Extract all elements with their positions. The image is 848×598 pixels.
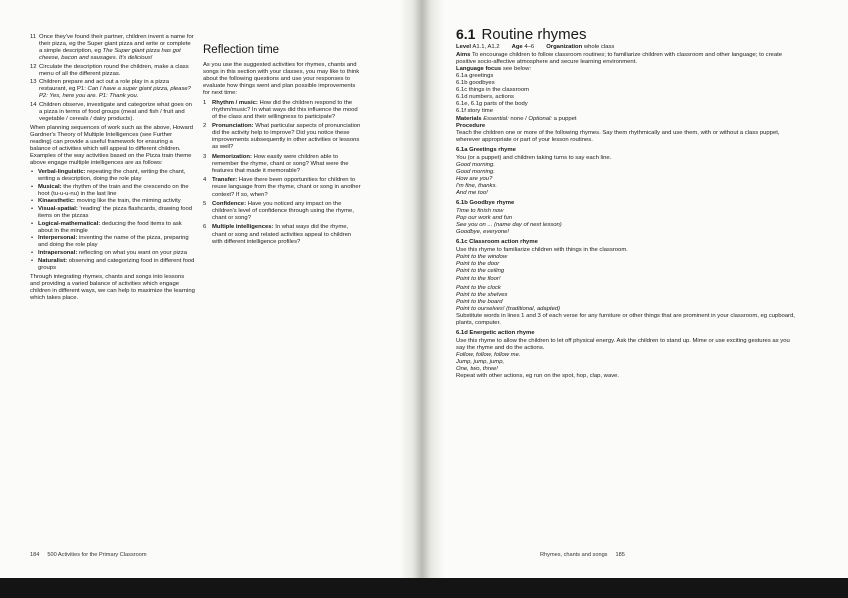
classroom-rhyme: Point to the window Point to the door Point to the ceiling Point to the floor! Point to the clock Point to the shelves Point to the board Point to ourselves! (traditional, adapted): [456, 254, 561, 312]
intelligences-list: [30, 169, 195, 272]
activity-number: 6.1: [456, 26, 476, 42]
energetic-rhyme: Follow, follow, follow me. Jump, jump, jump, One, two, three!: [456, 351, 521, 373]
reflection-intro: As you use the suggested activities for rhymes, chants and songs in this section with your classes, you may like to think about the following questions and use your responses to evaluate how things went and plan possible improvements for next time:: [203, 61, 360, 96]
reflection-question: 4 Transfer: Have there been opportunities for children to reuse language from the rhyme, chant or song in another context? If so, when?: [203, 177, 361, 198]
activity-section: 6.1 Routine rhymes Level A1.1, A1.2 Age 4–6 Organization whole class Aims To encourage children to follow classroom routines; to familiarize children with classroom and other language; to create positive socio-affective atmosphere and secure learning environment. Language focus see below: 6.1a greetings 6.1b goodbyes 6.1c things in the classroom 6.1d numbers, actions 6.1e, 6.1g parts of the body 6.1f story time Materials Essential: none / Optional: a puppet Procedure Teach the children one or more of the following rhymes. Say them rhythmically and use them, with or without a class puppet, wherever appropriate or part of your lesson routines. 6.1a Greetings rhyme You (or a puppet) and children taking turns to say each line. Good morning. Good morning. How are you? I'm fine, thanks. And me too! 6.1b Goodbye rhyme Time to finish now Pop our work and fun See you on ... (name day of next lesson) Goodbye, everyone! 6.1c Classroom action rhyme Use this rhyme to familiarize children with things in the classroom. Point to the window Point to the door Point to the ceiling Point to the floor! Point to the clock Point to the shelves Point to the board Point to ourselves! (traditional, adapted) Substitute words in lines 1 and 3 of each verse for any furniture or other things that are prominent in your classroom, eg cupboard, plants, computer. 6.1d Energetic action rhyme Use this rhyme to allow the children to let off physical energy. Ask the children to stand up. Mime or use exciting gestures as you say the rhyme and do the actions. Follow, follow, follow me. Jump, jump, jump, One, two, three! Repeat with other actions, eg run on the spot, hop, clap, wave.: [456, 26, 795, 380]
activity-meta: Level A1.1, A1.2 Age 4–6 Organization whole class: [456, 44, 615, 51]
rhyme-heading-greetings: 6.1a Greetings rhyme: [456, 146, 516, 153]
rhyme-heading-energetic: 6.1d Energetic action rhyme: [456, 329, 535, 336]
reflection-questions-list: [203, 100, 361, 246]
left-page-footer: [30, 552, 147, 558]
planning-intro: When planning sequences of work such as the above, Howard Gardner's Theory of Multiple Intelligences (see Further reading) can provide a useful framework for ensuring a balance of activities which will appeal to different children. Examples of the way activities based on the Pizza train theme above engage multiple intelligences are as follows:: [30, 124, 194, 166]
language-focus: Language focus see below:: [456, 66, 531, 73]
page-number: 184: [30, 552, 40, 558]
chapter-title: Rhymes, chants and songs: [540, 552, 608, 558]
procedure-text: Teach the children one or more of the following rhymes. Say them rhythmically and use them, with or without a class puppet, wherever appropriate or part of your lesson routines.: [456, 129, 780, 143]
materials: Materials Essential: none / Optional: a puppet: [456, 115, 577, 122]
activity-title: Routine rhymes: [481, 26, 587, 43]
procedure-step: 14 Children observe, investigate and categorize what goes on a pizza in terms of food groups (meat and fish / fruit and vegetable / cereals / dairy products).: [30, 101, 192, 123]
reflection-question: 5 Confidence: Have you noticed any impact on the children's level of confidence through using the rhyme, chant or song?: [203, 200, 354, 222]
reflection-question: 6 Multiple intelligences: In what ways did the rhyme, chant or song and related activities appeal to children with different intelligence profiles?: [203, 224, 352, 245]
procedure-heading: Procedure: [456, 122, 486, 129]
activity-heading: [456, 26, 796, 43]
intelligence-item: • Kinaesthetic: moving like the train, the miming activity: [31, 198, 181, 205]
rhyme-heading-goodbye: 6.1b Goodbye rhyme: [456, 200, 515, 207]
reflection-time-heading: Reflection time: [203, 43, 280, 56]
intelligence-item: • Intrapersonal: reflecting on what you want on your pizza: [31, 249, 187, 256]
goodbye-rhyme: Time to finish now Pop our work and fun See you on ... (name day of next lesson) Goodbye, everyone!: [456, 208, 562, 236]
reflection-question: 2 Pronunciation: What particular aspects of pronunciation did the activity help to improve? Did you notice these improvements subsequently in other activities or lessons as well?: [203, 123, 361, 151]
procedure-step: 12 Circulate the description round the children, make a class menu of all the different pizzas.: [30, 63, 189, 77]
intelligence-item: • Interpersonal: inventing the name of the pizza, preparing and doing the role play: [31, 235, 189, 249]
book-gutter: [400, 0, 444, 578]
intelligence-item: • Logical-mathematical: deducing the food items to ask about in the mingle: [31, 220, 182, 234]
bottom-edge: [0, 578, 848, 598]
reflection-question: 3 Memorization: How easily were children able to remember the rhyme, chant or song? What were the features that made it memorable?: [203, 153, 349, 174]
reflection-question: 1 Rhythm / music: How did the children respond to the rhythm/music? In what ways did this influence the mood of the class and their willingness to participate?: [203, 99, 358, 120]
rhyme-heading-classroom: 6.1c Classroom action rhyme: [456, 239, 538, 246]
page-number: 185: [615, 552, 625, 558]
right-page-footer: [540, 552, 625, 558]
intelligence-item: • Visual-spatial: 'reading' the pizza flashcards, drawing food items on the pizzas: [31, 205, 193, 219]
book-title: 500 Activities for the Primary Classroom: [47, 552, 147, 558]
intelligence-item: • Musical: the rhythm of the train and the crescendo on the hoot (tu-u-u-nu) in the last line: [31, 183, 189, 197]
intelligence-item: • Verbal-linguistic: repeating the chant, writing the chant, writing a description, doing the role play: [31, 168, 186, 182]
left-column-1: [30, 34, 195, 302]
procedure-step: 13 Children prepare and act out a role play in a pizza restaurant, eg P1: Can I have a super giant pizza, please? P2: Yes, here you are. P1: Thank you.: [30, 79, 191, 100]
greetings-rhyme: Good morning. Good morning. How are you? I'm fine, thanks. And me too!: [456, 161, 498, 196]
left-column-2: [203, 34, 361, 248]
aims: Aims To encourage children to follow classroom routines; to familiarize children with classroom and other language; to create positive socio-affective atmosphere and secure learning environment.: [456, 52, 783, 66]
procedure-steps-list: [30, 34, 195, 123]
closing-paragraph: Through integrating rhymes, chants and songs into lessons and providing a varied balance of activities which engage children in different ways, we can help to maximize the learning which takes place.: [30, 273, 195, 301]
language-focus-list: 6.1a greetings 6.1b goodbyes 6.1c things in the classroom 6.1d numbers, actions 6.1e, 6.1g parts of the body 6.1f story time: [456, 73, 530, 115]
intelligence-item: • Naturalist: observing and categorizing food in different food groups: [31, 257, 195, 271]
procedure-step: 11 Once they've found their partner, children invent a name for their pizza, eg the Super giant pizza and write or complete a simple description, eg The Super giant pizza has got cheese, bacon and sausages. It's delicious!: [30, 34, 194, 62]
